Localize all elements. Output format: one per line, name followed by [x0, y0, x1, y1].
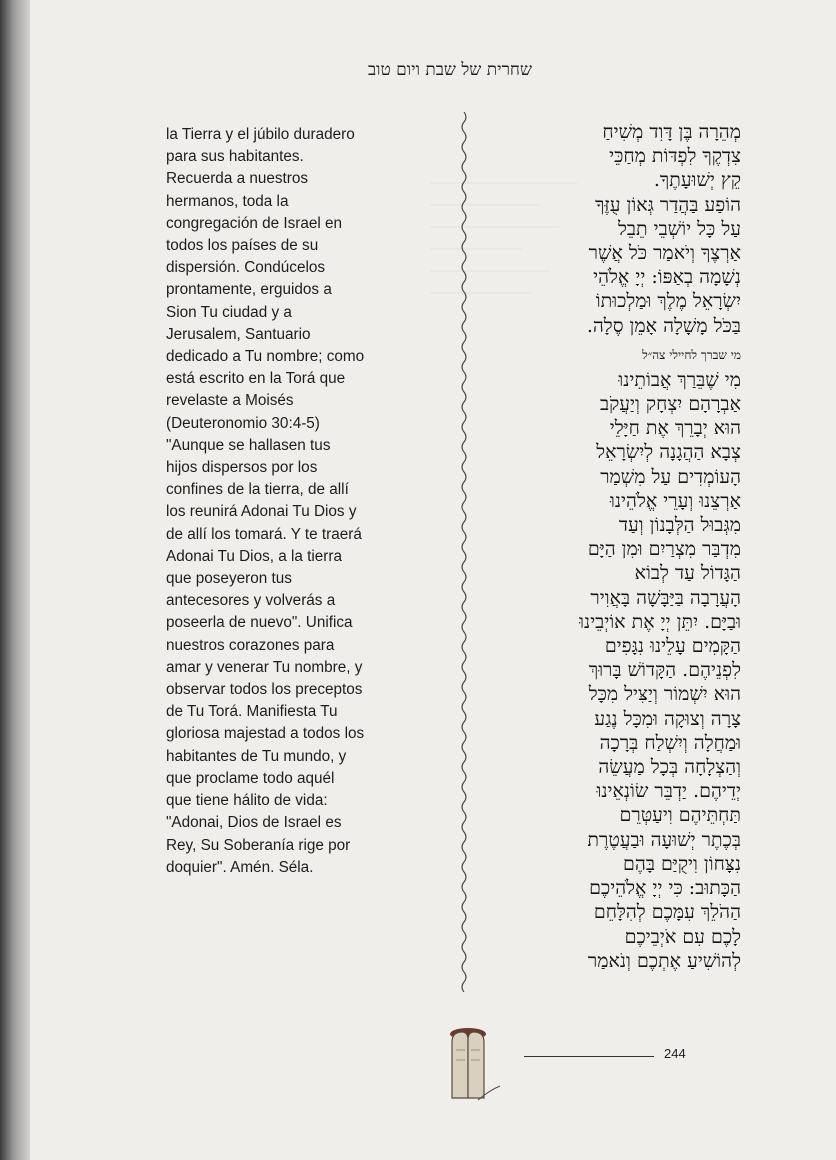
hebrew-line: אַרְצֶךָ וְיֹאמַר כֹּל אֲשֶׁר — [588, 242, 741, 265]
page-number: 244 — [664, 1046, 686, 1061]
hebrew-block-1 — [496, 120, 741, 338]
hebrew-line: תַּחְתֵּיהֶם וִיעַטְּרֵם — [619, 804, 741, 827]
page-header-title: שחרית של שבת ויום טוב — [367, 60, 533, 80]
book-spine-shadow — [0, 0, 30, 1160]
hebrew-line: הַגָּדוֹל עַד לְבוֹא — [634, 562, 741, 585]
hebrew-line: לָכֶם עִם אֹיְבֵיכֶם — [624, 925, 741, 948]
hebrew-line: בַּכֹּל מָשָׁלָה אָמֵן סֶלָה. — [586, 314, 741, 337]
hebrew-line: הַקָּמִים עָלֵינוּ נִגָּפִים — [604, 635, 741, 658]
column-divider-wavy-line — [456, 112, 472, 992]
hebrew-line: הַהֹלֵךְ עִמָּכֶם לְהִלָּחֵם — [593, 901, 741, 924]
hebrew-line: מִי שֶׁבֵּרַךְ אֲבוֹתֵינוּ — [618, 368, 741, 391]
hebrew-line: יִשְׂרָאֵל מֶלֶךְ וּמַלְכוּתוֹ — [595, 290, 741, 313]
hebrew-line: לְהוֹשִׁיעַ אֶתְכֶם וְנֹאמַר — [587, 949, 741, 972]
hebrew-line: הָעוֹמְדִים עַל מִשְׁמַר — [600, 465, 741, 488]
hebrew-line: הוּא יִשְׁמוֹר וְיַצִּיל מִכָּל — [588, 683, 741, 706]
hebrew-line: הוּא יְבָרֵךְ אֶת חַיָּלֵי — [609, 417, 741, 440]
tablets-of-law-logo — [428, 1020, 508, 1110]
hebrew-line: אַבְרָהָם יִצְחָק וְיַעֲקֹב — [599, 393, 741, 416]
hebrew-line: מְהֵרָה בֶּן דָּוִד מְשִׁיחַ — [602, 121, 741, 143]
hebrew-line: קֵץ יְשׁוּעָתֶךָ. — [653, 169, 741, 192]
hebrew-line: נְשָׁמָה בְאַפּוֹ: יְיָ אֱלֹהֵי — [593, 266, 741, 289]
hebrew-line: עַל כָּל יוֹשְׁבֵי תֵבֵל — [618, 217, 741, 240]
hebrew-line: צִדְקֶךָ לִפְדּוֹת מְחַכֵּי — [609, 145, 741, 168]
hebrew-line: לִפְנֵיהֶם. הַקָּדוֹשׁ בָּרוּךְ — [588, 659, 741, 682]
bleed-through-background: ──────────────── ──────────── ────────────── ────────── ───────────── ─────────── — [430, 175, 578, 300]
hebrew-line: הָעֲרָבָה בַּיַּבָּשָׁה בָּאֲוִיר — [590, 586, 741, 609]
hebrew-subheading: מי שברך לחיילי צה״ל — [642, 347, 741, 362]
hebrew-line: בְּכֶתֶר יְשׁוּעָה וּבַעֲטֶרֶת — [587, 828, 741, 851]
footer-rule — [524, 1056, 654, 1057]
spanish-translation-text: la Tierra y el júbilo duradero para sus habitantes. Recuerda a nuestros hermanos, toda la congregación de Israel en todos los países de su dispersión. Condúcelos prontamente, erguidos a Sion Tu ciudad y a Jerusalem, Santuario dedicado a Tu nombre; como está escrito en la Torá que revelaste a Moisés (Deuteronomio 30:4-5) "Aunque se hallasen tus hijos dispersos por los confines de la tierra, de allí los reunirá Adonai Tu Dios y de allí los tomará. Y te traerá Adonai Tu Dios, a la tierra que poseyeron tus antecesores y volverás a poseerla de nuevo". Unifica nuestros corazones para amar y venerar Tu nombre, y observar todos los preceptos de Tu Torá. Manifiesta Tu gloriosa majestad a todos los habitantes de Tu mundo, y que proclame todo aquél que tiene hálito de vida: "Adonai, Dios de Israel es Rey, Su Soberanía rige por doquier". Amén. Séla. — [166, 126, 365, 876]
hebrew-line: וּמַחֲלָה וְיִשְׁלַח בְּרָכָה — [599, 731, 741, 754]
hebrew-line: מִדְבַּר מִצְרַיִם וּמִן הַיָּם — [587, 538, 741, 561]
hebrew-line: וְהַצְלָחָה בְּכָל מַעֲשֵׂה — [598, 756, 741, 779]
hebrew-line: מִגְּבוּל הַלְּבָנוֹן וְעַד — [618, 514, 741, 537]
hebrew-line: צָרָה וְצוּקָה וּמִכָּל נֶגַע — [594, 707, 741, 730]
book-page — [30, 0, 836, 1160]
hebrew-prayer-column — [496, 120, 741, 973]
hebrew-line: יְדֵיהֶם. יַדְבֵּר שׂוֹנְאֵינוּ — [596, 780, 741, 803]
hebrew-line: וּבַיָּם. יִתֵּן יְיָ אֶת אוֹיְבֵינוּ — [579, 610, 741, 633]
hebrew-block-2 — [496, 368, 741, 973]
hebrew-line: הוֹפַע בַּהֲדַר גְּאוֹן עֻזֶּךָ — [595, 193, 741, 216]
hebrew-line: צְבָא הַהֲגָנָה לְיִשְׂרָאֵל — [596, 441, 741, 464]
hebrew-line: נִצָּחוֹן וִיקֻיַּם בָּהֶם — [623, 852, 741, 875]
hebrew-line: הַכָּתוּב: כִּי יְיָ אֱלֹהֵיכֶם — [589, 877, 741, 900]
hebrew-line: אַרְצֵנוּ וְעָרֵי אֱלֹהֵינוּ — [610, 489, 741, 512]
